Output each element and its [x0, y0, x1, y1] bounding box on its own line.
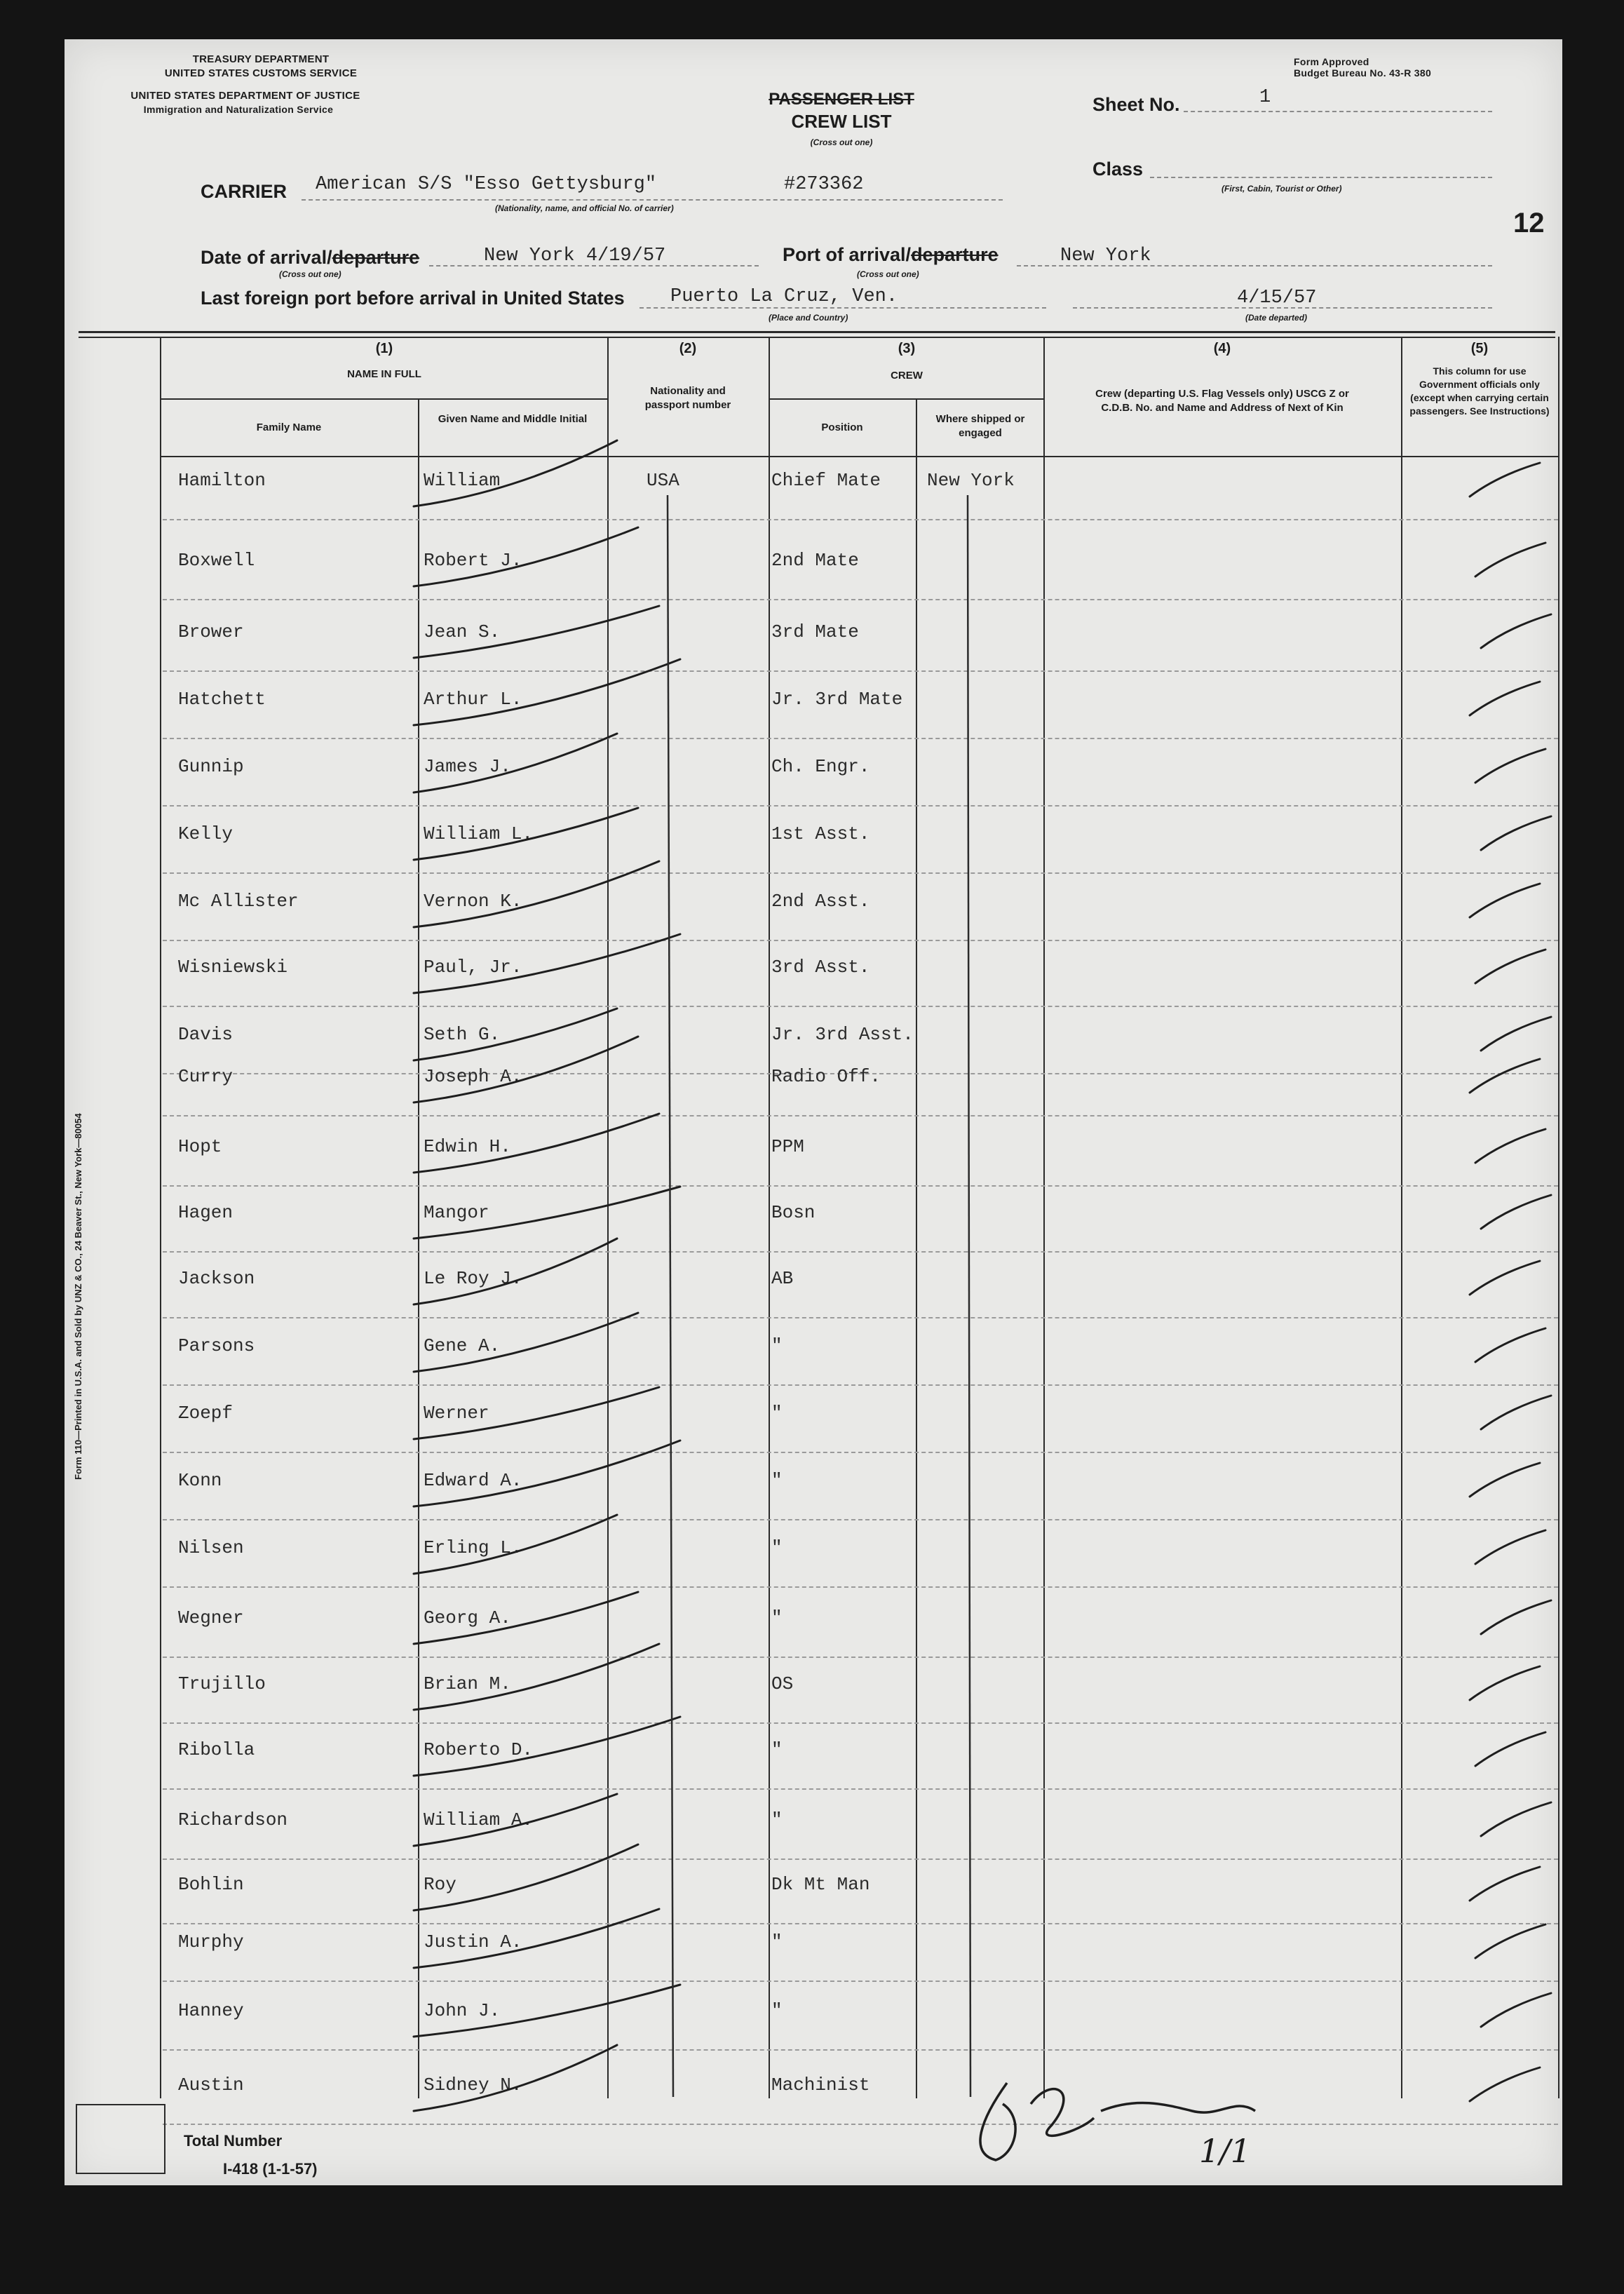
crew-given-name: Georg A.: [424, 1607, 511, 1628]
agency-line-4: Immigration and Naturalization Service: [143, 104, 334, 115]
check-stroke: [414, 734, 617, 792]
tally-stroke: [1481, 1195, 1551, 1229]
crew-where-shipped: New York: [927, 470, 1015, 491]
tally-stroke: [1470, 682, 1540, 715]
col3-title: CREW: [891, 370, 923, 382]
class-note: (First, Cabin, Tourist or Other): [1222, 184, 1342, 194]
check-stroke: [414, 861, 659, 927]
crew-given-name: William: [424, 470, 501, 491]
crew-given-name: Paul, Jr.: [424, 957, 522, 978]
check-stroke: [414, 1985, 680, 2037]
check-stroke: [414, 2045, 617, 2111]
col1a-family-name: Family Name: [256, 421, 322, 433]
col3-number: (3): [898, 341, 916, 356]
crew-given-name: Robert J.: [424, 550, 522, 571]
crew-family-name: Hagen: [178, 1202, 234, 1223]
crew-nationality: USA: [647, 470, 679, 491]
crew-given-name: Justin A.: [424, 1931, 522, 1952]
crew-position: ": [771, 1809, 783, 1830]
check-stroke: [414, 1037, 638, 1102]
crew-position: ": [771, 1931, 783, 1952]
carrier-label: CARRIER: [201, 181, 287, 202]
tally-stroke: [1470, 2067, 1540, 2101]
crew-position: AB: [771, 1268, 794, 1289]
check-stroke: [414, 1114, 659, 1173]
check-stroke: [414, 808, 638, 860]
class-label: Class: [1092, 158, 1144, 180]
col2-number: (2): [679, 341, 697, 356]
col5-number: (5): [1470, 341, 1489, 356]
crew-position: 2nd Asst.: [771, 891, 870, 912]
crew-family-name: Hamilton: [178, 470, 266, 491]
check-stroke: [414, 1387, 659, 1439]
tally-stroke: [1475, 1328, 1545, 1362]
crew-family-name: Nilsen: [178, 1537, 244, 1558]
crew-family-name: Bohlin: [178, 1874, 244, 1895]
crew-given-name: William A.: [424, 1809, 534, 1830]
tally-stroke: [1481, 816, 1551, 850]
agency-line-1: TREASURY DEPARTMENT: [192, 53, 330, 65]
crew-family-name: Hanney: [178, 2000, 244, 2021]
crew-family-name: Wegner: [178, 1607, 244, 1628]
port-value: New York: [1060, 245, 1151, 266]
total-number-label: Total Number: [184, 2132, 283, 2150]
crew-position: Ch. Engr.: [771, 756, 870, 777]
crew-position: ": [771, 1470, 783, 1491]
crew-family-name: Gunnip: [178, 756, 244, 777]
col3b-where-shipped: Where shipped or engaged: [935, 413, 1025, 439]
carrier-official-no: #273362: [784, 174, 864, 195]
tally-stroke: [1481, 1600, 1551, 1634]
port-departure-struck: departure: [911, 244, 999, 265]
col4-number: (4): [1213, 341, 1231, 356]
check-stroke: [414, 1717, 680, 1776]
tally-stroke: [1470, 1463, 1540, 1497]
crew-position: OS: [771, 1673, 794, 1694]
col1b-given-name: Given Name and Middle Initial: [438, 413, 588, 425]
crew-family-name: Mc Allister: [178, 891, 299, 912]
tally-stroke: [1470, 1261, 1540, 1295]
crew-given-name: James J.: [424, 756, 511, 777]
crew-family-name: Trujillo: [178, 1673, 266, 1694]
crew-position: Radio Off.: [771, 1066, 881, 1087]
tally-stroke: [1470, 884, 1540, 917]
carrier-value: American S/S "Esso Gettysburg": [316, 174, 657, 195]
list-type-note: (Cross out one): [810, 137, 873, 147]
port-note: (Cross out one): [857, 269, 919, 279]
crew-given-name: Roberto D.: [424, 1739, 534, 1760]
page-number: 12: [1513, 208, 1545, 238]
crew-position: Dk Mt Man: [771, 1874, 870, 1895]
crew-family-name: Zoepf: [178, 1403, 234, 1424]
tally-stroke: [1475, 950, 1545, 983]
tally-stroke: [1481, 1017, 1551, 1051]
crew-given-name: Sidney N.: [424, 2074, 522, 2096]
crew-family-name: Wisniewski: [178, 957, 288, 978]
col2-title: Nationality and passport number: [644, 385, 731, 411]
crew-family-name: Parsons: [178, 1335, 255, 1356]
shipped-ditto-line: [968, 495, 970, 2097]
agency-line-3: UNITED STATES DEPARTMENT OF JUSTICE: [130, 90, 360, 102]
crew-given-name: Brian M.: [424, 1673, 511, 1694]
crew-position: Jr. 3rd Mate: [771, 689, 903, 710]
tally-stroke: [1481, 1396, 1551, 1429]
tally-stroke: [1481, 1802, 1551, 1836]
check-stroke: [414, 1187, 680, 1239]
sheet-no-label: Sheet No.: [1092, 94, 1180, 115]
crew-position: 3rd Mate: [771, 621, 859, 642]
crew-given-name: Joseph A.: [424, 1066, 522, 1087]
crew-family-name: Curry: [178, 1066, 234, 1087]
crew-given-name: William L.: [424, 823, 534, 844]
passenger-list-struck: PASSENGER LIST: [769, 90, 914, 109]
check-stroke: [414, 1239, 617, 1304]
tally-stroke: [1475, 1924, 1545, 1958]
crew-position: ": [771, 1403, 783, 1424]
date-departed-note: (Date departed): [1245, 313, 1308, 323]
total-number-box: [76, 2104, 165, 2174]
tally-stroke: [1470, 1059, 1540, 1093]
check-stroke: [414, 1441, 680, 1506]
tally-stroke: [1475, 749, 1545, 783]
crew-family-name: Ribolla: [178, 1739, 255, 1760]
date-value: New York 4/19/57: [484, 245, 666, 266]
check-stroke: [414, 1844, 638, 1910]
form-approved: Form Approved: [1294, 56, 1369, 67]
col3a-position: Position: [821, 421, 863, 433]
crew-given-name: Seth G.: [424, 1024, 501, 1045]
crew-position: 3rd Asst.: [771, 957, 870, 978]
crew-given-name: Jean S.: [424, 621, 501, 642]
crew-family-name: Hopt: [178, 1136, 222, 1157]
crew-given-name: Mangor: [424, 1202, 489, 1223]
tally-stroke: [1475, 543, 1545, 576]
budget-bureau-no: Budget Bureau No. 43-R 380: [1294, 67, 1432, 79]
crew-position: Machinist: [771, 2074, 870, 2096]
departure-struck: departure: [332, 247, 420, 268]
crew-position: Jr. 3rd Asst.: [771, 1024, 914, 1045]
crew-family-name: Jackson: [178, 1268, 255, 1289]
page-mark: 1/1: [1199, 2132, 1252, 2170]
crew-family-name: Brower: [178, 621, 244, 642]
crew-given-name: John J.: [424, 2000, 501, 2021]
crew-position: ": [771, 2000, 783, 2021]
crew-position: Bosn: [771, 1202, 816, 1223]
nationality-ditto-line: [668, 495, 673, 2097]
check-stroke: [414, 606, 659, 658]
date-label: Date of arrival/departure: [201, 247, 420, 268]
last-port-value: Puerto La Cruz, Ven.: [670, 286, 898, 307]
crew-position: ": [771, 1537, 783, 1558]
crew-position: 2nd Mate: [771, 550, 859, 571]
carrier-note: (Nationality, name, and official No. of carrier): [495, 203, 674, 213]
crew-position: PPM: [771, 1136, 804, 1157]
check-stroke: [414, 1794, 617, 1846]
tally-stroke: [1475, 1732, 1545, 1766]
crew-position: ": [771, 1607, 783, 1628]
check-stroke: [414, 527, 638, 586]
crew-position: Chief Mate: [771, 470, 881, 491]
check-stroke: [414, 1008, 617, 1060]
crew-position: ": [771, 1739, 783, 1760]
col4-title: Crew (departing U.S. Flag Vessels only) USCG Z or C.D.B. No. and Name and Address of Next of Kin: [1095, 388, 1349, 414]
crew-given-name: Gene A.: [424, 1335, 501, 1356]
col1-title: NAME IN FULL: [347, 368, 421, 380]
crew-family-name: Boxwell: [178, 550, 255, 571]
port-label: Port of arrival/departure: [783, 244, 999, 265]
tally-stroke: [1470, 463, 1540, 497]
crew-family-name: Kelly: [178, 823, 234, 844]
crew-family-name: Hatchett: [178, 689, 266, 710]
crew-given-name: Edwin H.: [424, 1136, 511, 1157]
crew-given-name: Roy: [424, 1874, 456, 1895]
crew-given-name: Le Roy J.: [424, 1268, 522, 1289]
crew-given-name: Erling L.: [424, 1537, 522, 1558]
crew-family-name: Davis: [178, 1024, 234, 1045]
crew-family-name: Konn: [178, 1470, 222, 1491]
tally-stroke: [1470, 1666, 1540, 1700]
check-stroke: [414, 1313, 638, 1372]
tally-stroke: [1475, 1530, 1545, 1564]
check-stroke: [414, 1592, 638, 1644]
form-code: I-418 (1-1-57): [223, 2160, 318, 2178]
col1-number: (1): [375, 341, 393, 356]
crew-given-name: Arthur L.: [424, 689, 522, 710]
crew-list-title: CREW LIST: [791, 111, 892, 132]
tally-stroke: [1475, 1129, 1545, 1163]
crew-position: 1st Asst.: [771, 823, 870, 844]
check-stroke: [414, 1515, 617, 1574]
crew-family-name: Richardson: [178, 1809, 288, 1830]
crew-given-name: Edward A.: [424, 1470, 522, 1491]
check-stroke: [414, 440, 617, 506]
crew-position: ": [771, 1335, 783, 1356]
date-note: (Cross out one): [279, 269, 341, 279]
check-stroke: [414, 1644, 659, 1710]
crew-given-name: Werner: [424, 1403, 489, 1424]
crew-family-name: Austin: [178, 2074, 244, 2096]
last-port-label: Last foreign port before arrival in United States: [201, 288, 625, 309]
sheet-no-value: 1: [1259, 87, 1271, 108]
crew-given-name: Vernon K.: [424, 891, 522, 912]
col5-title: This column for use Government officials only (except when carrying certain passengers. See Instructions): [1409, 365, 1550, 417]
check-stroke: [414, 659, 680, 725]
agency-line-2: UNITED STATES CUSTOMS SERVICE: [164, 67, 358, 79]
tally-stroke: [1470, 1867, 1540, 1901]
crew-family-name: Murphy: [178, 1931, 244, 1952]
tally-stroke: [1481, 1993, 1551, 2027]
tally-stroke: [1481, 614, 1551, 648]
check-stroke: [414, 1909, 659, 1968]
printer-note: Form 110—Printed in U.S.A. and Sold by UNZ & CO., 24 Beaver St., New York—80054: [73, 1113, 83, 1480]
date-departed-value: 4/15/57: [1237, 288, 1317, 309]
check-stroke: [414, 934, 680, 993]
last-port-note: (Place and Country): [769, 313, 848, 323]
